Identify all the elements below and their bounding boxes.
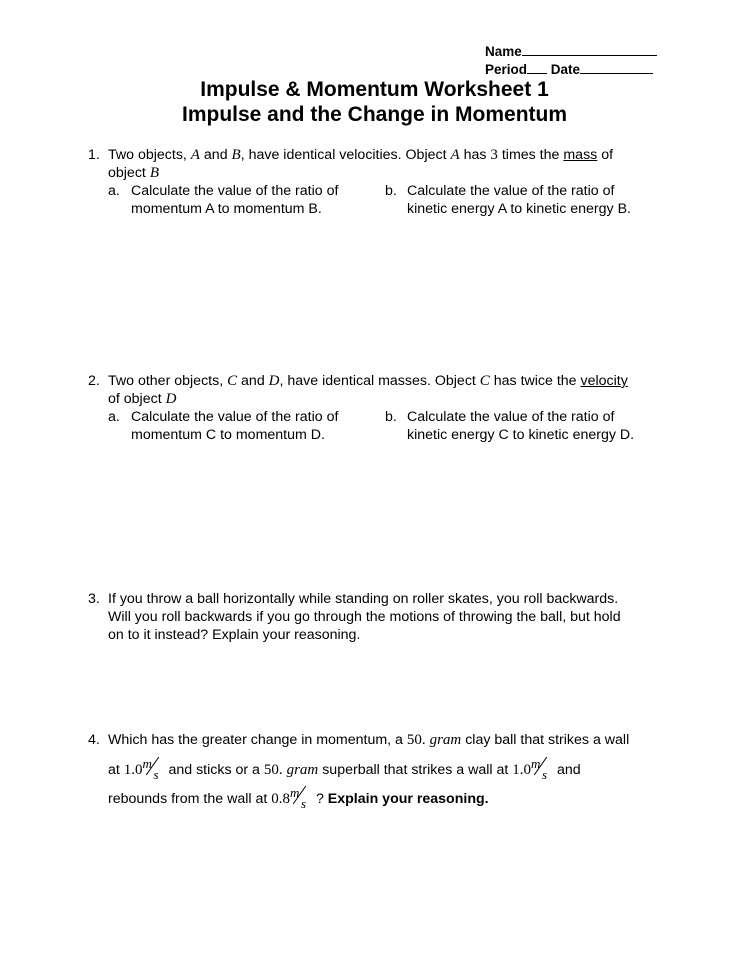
question-2b: b. bbox=[385, 409, 397, 425]
question-4-line-3: rebounds from the wall at 0.8 m s ? Explain your reasoning. bbox=[108, 785, 489, 811]
question-2-text: Two other objects, C and D, have identical masses. Object C has twice the velocity bbox=[108, 373, 628, 389]
page-subtitle: Impulse and the Change in Momentum bbox=[181, 103, 568, 126]
period-label: Period bbox=[485, 62, 528, 77]
name-field[interactable] bbox=[485, 42, 657, 59]
name-label: Name bbox=[485, 44, 522, 59]
period-blank[interactable] bbox=[527, 60, 547, 74]
question-1-text: Two objects, A and B, have identical velocities. Object A has 3 times the mass of bbox=[108, 147, 614, 163]
meters-per-second-unit: m s bbox=[531, 756, 548, 782]
date-blank[interactable] bbox=[580, 60, 653, 74]
question-1b: b. bbox=[385, 183, 397, 199]
question-4-line-2: at 1.0 m s and sticks or a 50. gram superball that strikes a wall at 1.0 m s and bbox=[108, 756, 581, 782]
question-2a: a. bbox=[108, 409, 120, 425]
question-3-text: If you throw a ball horizontally while standing on roller skates, you roll backwards. Will you roll backwards if you go through the motions of throwing the ball, but hold on to it instead? Explain your reasoning. bbox=[108, 591, 621, 643]
meters-per-second-unit: m s bbox=[290, 785, 307, 811]
question-1a: a. bbox=[108, 183, 120, 199]
name-blank[interactable] bbox=[522, 42, 657, 56]
period-date-fields bbox=[485, 60, 653, 77]
question-4-line-1: Which has the greater change in momentum, a 50. gram clay ball that strikes a wall bbox=[108, 732, 630, 748]
date-label: Date bbox=[550, 62, 581, 77]
meters-per-second-unit: m s bbox=[142, 756, 159, 782]
page-title: Impulse & Momentum Worksheet 1 bbox=[200, 78, 549, 101]
